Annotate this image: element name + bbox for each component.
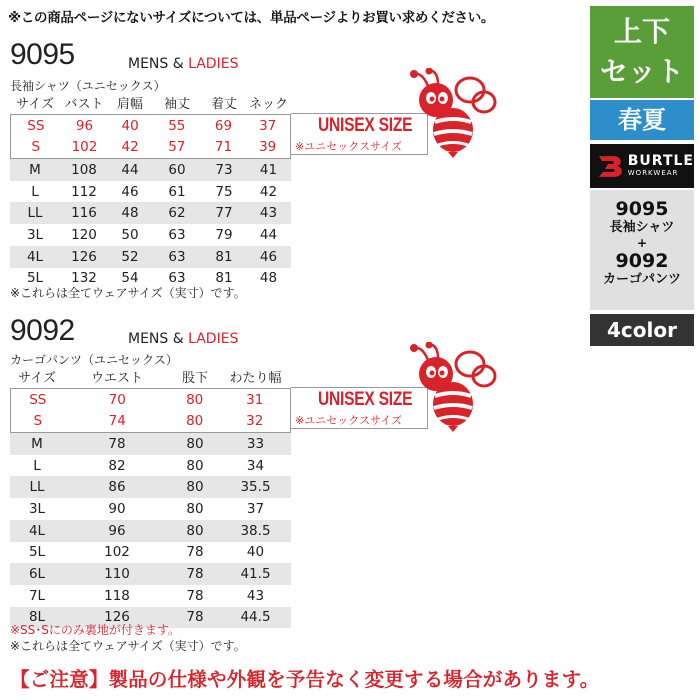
cell: 75 (215, 183, 233, 200)
set-line1: 上下 (613, 15, 670, 48)
ladies-label: LADIES (188, 331, 239, 347)
cell: 31 (246, 391, 264, 408)
cell: 71 (214, 139, 233, 156)
cell: S (31, 139, 41, 156)
shirt-unisex-sub: ※ユニセックスサイズ (295, 140, 403, 153)
cell: 78 (186, 609, 204, 626)
cell: 44.5 (240, 609, 271, 626)
cell: L (33, 457, 41, 474)
shirt-unisex-title: UNISEX SIZE (318, 115, 413, 136)
header-cell: わたり幅 (229, 371, 282, 387)
pants-note: ※これらは全てウェアサイズ（実寸）です。 (10, 639, 246, 653)
cell: 118 (104, 587, 130, 604)
cell: 70 (108, 391, 126, 408)
brand-name: BURTLE (627, 153, 694, 169)
header-cell: 股下 (181, 371, 208, 387)
cell: 38.5 (240, 522, 271, 539)
cell: 40 (121, 117, 139, 134)
cell: 82 (108, 457, 126, 474)
cell: 102 (104, 544, 130, 561)
burtle-logo-icon (596, 152, 624, 180)
cell: 4L (26, 248, 44, 265)
pants-size-table (10, 366, 291, 628)
cell: 6L (28, 566, 46, 583)
set-line2: セット (599, 55, 684, 88)
cell: 44 (259, 226, 278, 243)
cell: 80 (186, 435, 204, 452)
table-row (11, 136, 290, 158)
cell: 8L (28, 609, 46, 626)
cell: 52 (121, 248, 139, 265)
cell: 41.5 (240, 566, 271, 583)
cell: 44 (121, 161, 139, 178)
table-header (10, 366, 291, 388)
cell: 120 (71, 226, 97, 243)
header-cell: 着丈 (210, 97, 237, 113)
cell: 63 (168, 248, 186, 265)
cell: 32 (246, 413, 264, 430)
cell: 116 (71, 205, 97, 222)
cell: L (31, 183, 39, 200)
cell: 3L (28, 500, 46, 517)
cell: 80 (186, 479, 204, 496)
cell: 5L (28, 544, 46, 561)
table-row (10, 455, 291, 477)
cell: 110 (104, 566, 130, 583)
bee-mascot-icon (408, 342, 498, 432)
cell: 126 (104, 609, 130, 626)
table-row (11, 389, 290, 411)
cell: 5L (26, 270, 44, 287)
cell: 102 (71, 139, 98, 156)
cell: 43 (259, 205, 278, 222)
shirt-size-table (10, 92, 291, 289)
cell: 108 (71, 161, 97, 178)
season-badge: 春夏 (590, 100, 694, 140)
mens-label: MENS & (128, 56, 189, 72)
table-row (10, 585, 291, 607)
cell: 41 (259, 161, 278, 178)
plus-sign: + (636, 236, 648, 250)
cell: 96 (75, 117, 94, 134)
cell: 61 (168, 183, 186, 200)
cell: 43 (246, 587, 265, 604)
cell: 3L (26, 226, 44, 243)
color-count-badge: 4color (590, 314, 694, 346)
set-contents (590, 190, 694, 310)
cell: 48 (259, 270, 278, 287)
table-row (10, 224, 291, 246)
header-cell: 袖丈 (163, 97, 190, 113)
cell: 80 (186, 391, 204, 408)
shirt-subtitle: 長袖シャツ（ユニセックス） (10, 79, 166, 93)
cell: 60 (168, 161, 186, 178)
caution-notice: 【ご注意】製品の仕様や外観を予告なく変更する場合があります。 (10, 668, 600, 691)
table-row (11, 410, 290, 432)
header-cell: サイズ (18, 371, 56, 387)
cell: 112 (71, 183, 97, 200)
item2-number: 9092 (615, 250, 669, 272)
cell: 126 (71, 248, 97, 265)
cell: M (31, 435, 43, 452)
mens-label: MENS & (128, 331, 189, 347)
cell: 39 (259, 139, 277, 156)
shirt-gender (128, 56, 238, 72)
cell: 4L (28, 522, 46, 539)
item2-label: カーゴパンツ (602, 272, 681, 287)
cell: 78 (186, 566, 204, 583)
table-header (10, 92, 291, 114)
brand-logo (590, 144, 694, 188)
table-row (10, 476, 291, 498)
pants-gender (128, 331, 238, 347)
cell: 42 (259, 183, 278, 200)
cell: 63 (168, 270, 186, 287)
cell: 40 (246, 544, 265, 561)
item1-number: 9095 (615, 198, 669, 220)
cell: 63 (168, 226, 186, 243)
cell: 78 (108, 435, 126, 452)
cell: SS (27, 117, 45, 134)
unisex-rows (10, 388, 291, 433)
item1-label: 長袖シャツ (609, 220, 675, 235)
top-notice: ※この商品ページにないサイズについては、単品ページよりお買い求めください。 (8, 10, 495, 26)
cell: 132 (71, 270, 97, 287)
cell: 37 (259, 117, 277, 134)
brand-sub: WORKWEAR (627, 169, 679, 177)
cell: 96 (108, 522, 126, 539)
shirt-model-number: 9095 (10, 38, 75, 71)
table-row (10, 563, 291, 585)
cell: 55 (168, 117, 186, 134)
cell: 81 (215, 270, 233, 287)
cell: 80 (186, 522, 204, 539)
cell: 62 (168, 205, 186, 222)
table-row (10, 159, 291, 181)
table-row (10, 542, 291, 564)
table-row (10, 181, 291, 203)
pants-unisex-title: UNISEX SIZE (318, 389, 413, 410)
header-cell: ネック (248, 97, 288, 113)
cell: 50 (121, 226, 139, 243)
cell: LL (27, 205, 43, 222)
header-cell: ウエスト (90, 371, 143, 387)
pants-subtitle: カーゴパンツ（ユニセックス） (10, 353, 178, 367)
header-cell: サイズ (16, 97, 54, 113)
cell: 48 (121, 205, 139, 222)
cell: 81 (215, 248, 233, 265)
cell: 37 (246, 500, 265, 517)
cell: 90 (108, 500, 126, 517)
cell: 78 (186, 544, 204, 561)
cell: 80 (186, 457, 204, 474)
header-cell: バスト (64, 97, 104, 113)
cell: 69 (214, 117, 233, 134)
cell: 80 (186, 500, 204, 517)
set-badge (590, 6, 694, 98)
cell: LL (29, 479, 45, 496)
table-row (10, 246, 291, 268)
table-row (11, 115, 290, 137)
cell: 57 (168, 139, 186, 156)
table-row (10, 498, 291, 520)
header-cell: 肩幅 (116, 97, 143, 113)
cell: S (33, 413, 43, 430)
table-row (10, 433, 291, 455)
cell: 80 (186, 413, 204, 430)
cell: 78 (186, 587, 204, 604)
cell: 42 (121, 139, 139, 156)
bee-mascot-icon (408, 68, 498, 158)
pants-lining-note: ※SS･Sにのみ裏地が付きます。 (10, 623, 180, 637)
cell: 73 (215, 161, 233, 178)
cell: 7L (28, 587, 46, 604)
cell: 54 (121, 270, 139, 287)
cell: 79 (215, 226, 233, 243)
table-row (10, 520, 291, 542)
cell: 46 (121, 183, 139, 200)
cell: 74 (108, 413, 126, 430)
ladies-label: LADIES (188, 56, 239, 72)
cell: M (29, 161, 41, 178)
cell: 33 (246, 435, 265, 452)
table-row (10, 202, 291, 224)
pants-unisex-sub: ※ユニセックスサイズ (295, 414, 403, 427)
pants-model-number: 9092 (10, 314, 75, 347)
cell: 35.5 (240, 479, 271, 496)
cell: 46 (259, 248, 278, 265)
cell: 34 (246, 457, 265, 474)
unisex-rows (10, 114, 291, 159)
cell: SS (29, 391, 47, 408)
cell: 86 (108, 479, 126, 496)
cell: 77 (215, 205, 233, 222)
shirt-note: ※これらは全てウェアサイズ（実寸）です。 (10, 286, 246, 300)
